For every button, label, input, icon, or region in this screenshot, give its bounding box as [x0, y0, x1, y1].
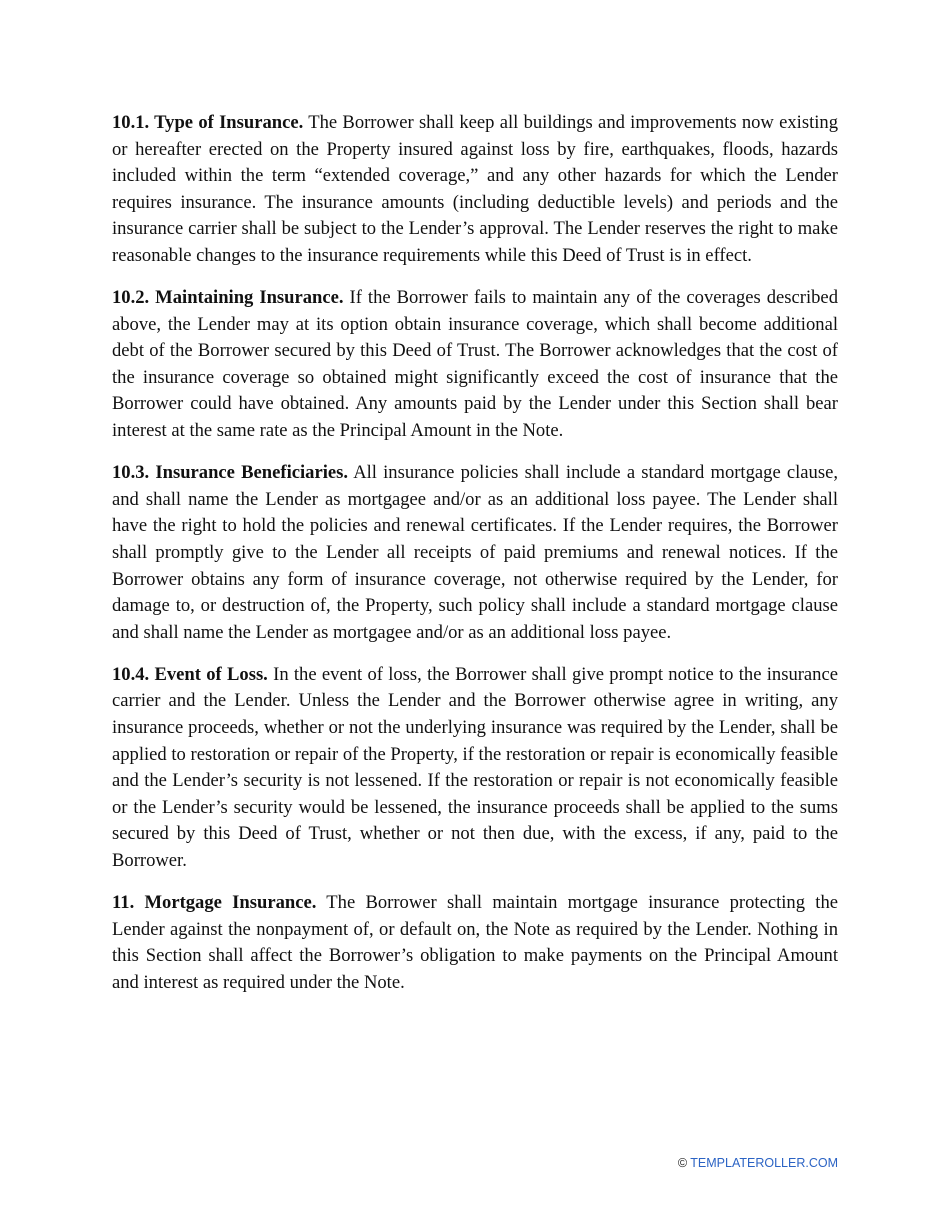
section-10-4	[112, 662, 838, 875]
section-text: All insurance policies shall include a standard mortgage clause, and shall name the Lender as mortgagee and/or as an additional loss payee. The Lender shall have the right to hold the policies and renewal certificates. If the Lender requires, the Borrower shall promptly give to the Lender all receipts of paid premiums and renewal notices. If the Borrower obtains any form of insurance coverage, not otherwise required by the Lender, for damage to, or destruction of, the Property, such policy shall include a standard mortgage clause and shall name the Lender as mortgagee and/or as an additional loss payee.	[112, 462, 838, 643]
section-text: In the event of loss, the Borrower shall give prompt notice to the insurance carrier and the Lender. Unless the Lender and the Borrower otherwise agree in writing, any insurance proceeds, whether or not the underlying insurance was required by the Lender, shall be applied to restoration or repair of the Property, if the restoration or repair is economically feasible and the Lender’s security is not lessened. If the restoration or repair is not economically feasible or the Lender’s security would be lessened, the insurance proceeds shall be applied to the sums secured by this Deed of Trust, whether or not then due, with the excess, if any, paid to the Borrower.	[112, 663, 838, 871]
page-footer	[678, 1155, 838, 1171]
section-text: The Borrower shall keep all buildings and improvements now existing or hereafter erected on the Property insured against loss by fire, earthquakes, floods, hazards included within the term “extended coverage,” and any other hazards for which the Lender requires insurance. The insurance amounts (including deductible levels) and periods and the insurance carrier shall be subject to the Lender’s approval. The Lender reserves the right to make reasonable changes to the insurance requirements while this Deed of Trust is in effect.	[112, 112, 839, 266]
section-heading: 10.2. Maintaining Insurance.	[112, 287, 344, 309]
section-11	[112, 890, 838, 996]
section-heading: 10.1. Type of Insurance.	[112, 112, 304, 133]
section-heading: 11. Mortgage Insurance.	[112, 892, 317, 914]
section-10-1	[112, 110, 838, 270]
section-text: The Borrower shall maintain mortgage insurance protecting the Lender against the nonpayment of, or default on, the Note as required by the Lender. Nothing in this Section shall affect the Borrower’s obligation to make payments on the Principal Amount and interest as required under the Note.	[112, 892, 838, 993]
section-heading: 10.3. Insurance Beneficiaries.	[112, 462, 349, 484]
copyright-symbol: ©	[677, 1156, 688, 1170]
section-10-2	[112, 285, 838, 445]
section-10-3	[112, 460, 838, 646]
section-text: If the Borrower fails to maintain any of the coverages described above, the Lender may at its option obtain insurance coverage, which shall become additional debt of the Borrower secured by this Deed of Trust. The Borrower acknowledges that the cost of the insurance coverage so obtained might significantly exceed the cost of insurance that the Borrower could have obtained. Any amounts paid by the Lender under this Section shall bear interest at the same rate as the Principal Amount in the Note.	[112, 287, 838, 442]
section-heading: 10.4. Event of Loss.	[112, 663, 268, 685]
templateroller-link[interactable]: TEMPLATEROLLER.COM	[690, 1156, 838, 1170]
document-body	[112, 110, 838, 1012]
